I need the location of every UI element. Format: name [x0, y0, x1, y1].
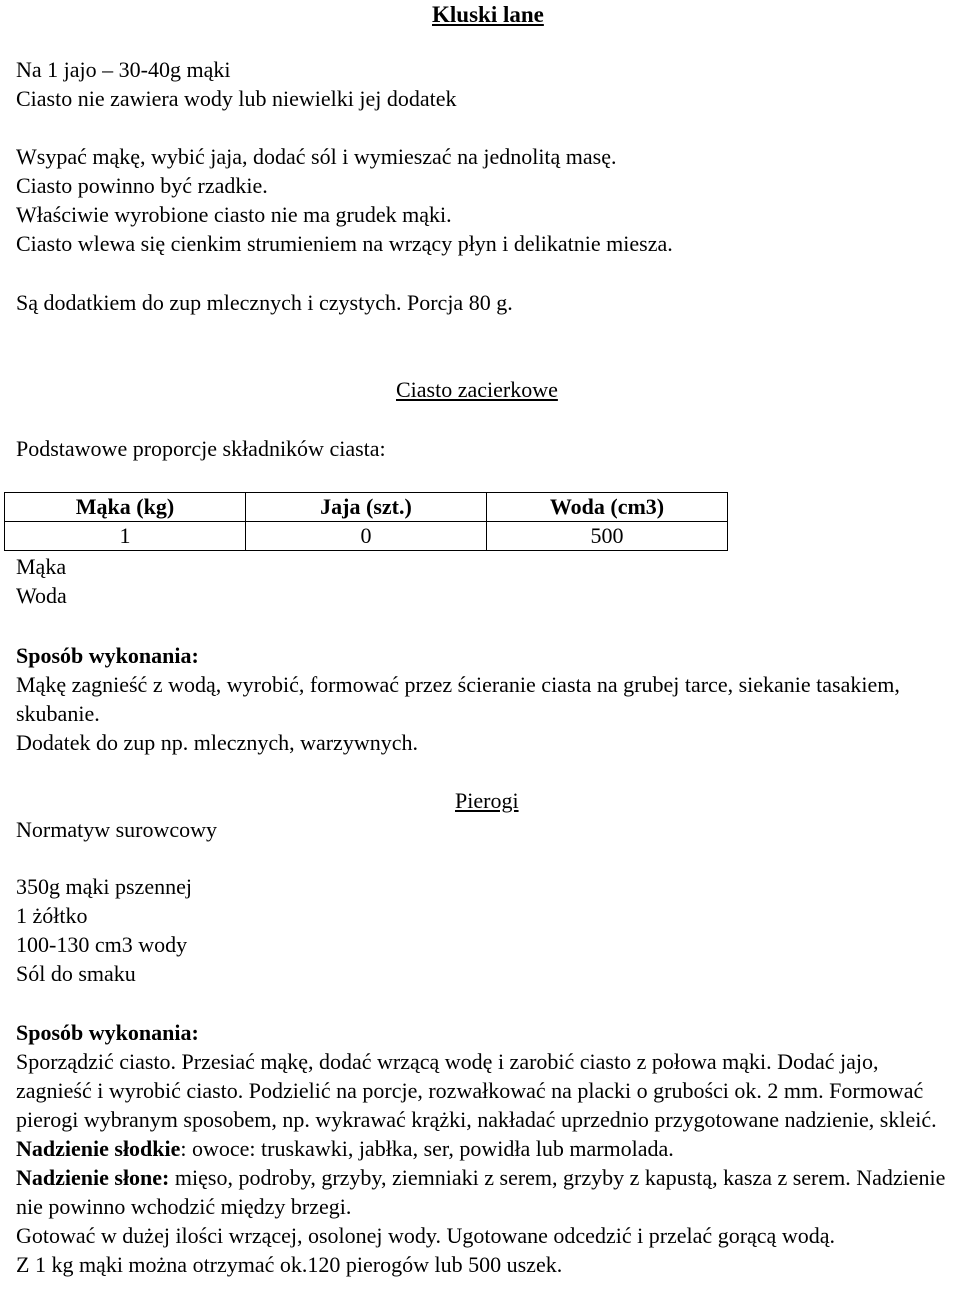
kluski-line: Ciasto nie zawiera wody lub niewielki jej dodatek: [16, 86, 457, 111]
table-header-cell: Jaja (szt.): [246, 493, 487, 522]
table-cell: 500: [487, 522, 728, 551]
sweet-filling-label: Nadzienie słodkie: [16, 1136, 181, 1161]
sweet-filling: [16, 1134, 951, 1163]
zacierka-title: Ciasto zacierkowe: [396, 377, 558, 402]
proportions-table: [4, 492, 728, 551]
pierogi-method-text: Sporządzić ciasto. Przesiać mąkę, dodać wrzącą wodę i zarobić ciasto z połowa mąki. Dodać jajo, zagnieść i wyrobić ciasto. Podzielić na porcje, rozwałkować na placki o grubości ok. 2 mm. Formować pierogi wybranym sposobem, np. wykrawać krążki, nakładać uprzednio przygotowane nadzienie, skleić.: [16, 1049, 937, 1132]
table-cell: 0: [246, 522, 487, 551]
zacierka-method-line: Dodatek do zup np. mlecznych, warzywnych.: [16, 730, 418, 755]
kluski-line: Ciasto wlewa się cienkim strumieniem na wrzący płyn i delikatnie miesza.: [16, 231, 673, 256]
pierogi-title: Pierogi: [455, 788, 519, 813]
kluski-line: Na 1 jajo – 30-40g mąki: [16, 57, 231, 82]
kluski-line: Są dodatkiem do zup mlecznych i czystych. Porcja 80 g.: [16, 290, 513, 315]
table-row: [5, 522, 728, 551]
salty-filling: [16, 1163, 951, 1221]
pierogi-method-heading: Sposób wykonania:: [16, 1020, 199, 1045]
kluski-line: Właściwie wyrobione ciasto nie ma grudek mąki.: [16, 202, 452, 227]
ingredient-item: 350g mąki pszennej: [16, 874, 192, 899]
kluski-line: Wsypać mąkę, wybić jaja, dodać sól i wymieszać na jednolitą masę.: [16, 144, 617, 169]
proportions-heading: Podstawowe proporcje składników ciasta:: [16, 436, 386, 461]
zacierka-method-line: Mąkę zagnieść z wodą, wyrobić, formować przez ścieranie ciasta na grubej tarce, siekanie tasakiem, skubanie.: [16, 672, 900, 726]
ingredient-item: 1 żółtko: [16, 903, 88, 928]
table-header-cell: Mąka (kg): [5, 493, 246, 522]
table-cell: 1: [5, 522, 246, 551]
sweet-filling-text: : owoce: truskawki, jabłka, ser, powidła lub marmolada.: [180, 1136, 674, 1161]
ingredient-item: 100-130 cm3 wody: [16, 932, 188, 957]
cooking-text: Gotować w dużej ilości wrzącej, osolonej wody. Ugotowane odcedzić i przelać gorącą wodą.: [16, 1223, 835, 1248]
yield-text: Z 1 kg mąki można otrzymać ok.120 pierogów lub 500 uszek.: [16, 1252, 563, 1277]
kluski-line: Ciasto powinno być rzadkie.: [16, 173, 268, 198]
kluski-title: Kluski lane: [432, 2, 544, 27]
zacierka-method: [16, 670, 951, 757]
zacierka-method-heading: Sposób wykonania:: [16, 643, 199, 668]
zacierka-extra-line: Mąka: [16, 554, 67, 579]
table-header-cell: Woda (cm3): [487, 493, 728, 522]
ingredient-item: Sól do smaku: [16, 961, 136, 986]
zacierka-extra-line: Woda: [16, 583, 67, 608]
salty-filling-text: mięso, podroby, grzyby, ziemniaki z serem, grzyby z kapustą, kasza z serem. Nadzienie nie powinno wchodzić między brzegi.: [16, 1165, 946, 1219]
table-header-row: [5, 493, 728, 522]
normatyw-label: Normatyw surowcowy: [16, 817, 218, 842]
salty-filling-label: Nadzienie słone:: [16, 1165, 170, 1190]
pierogi-method: [16, 1047, 951, 1279]
